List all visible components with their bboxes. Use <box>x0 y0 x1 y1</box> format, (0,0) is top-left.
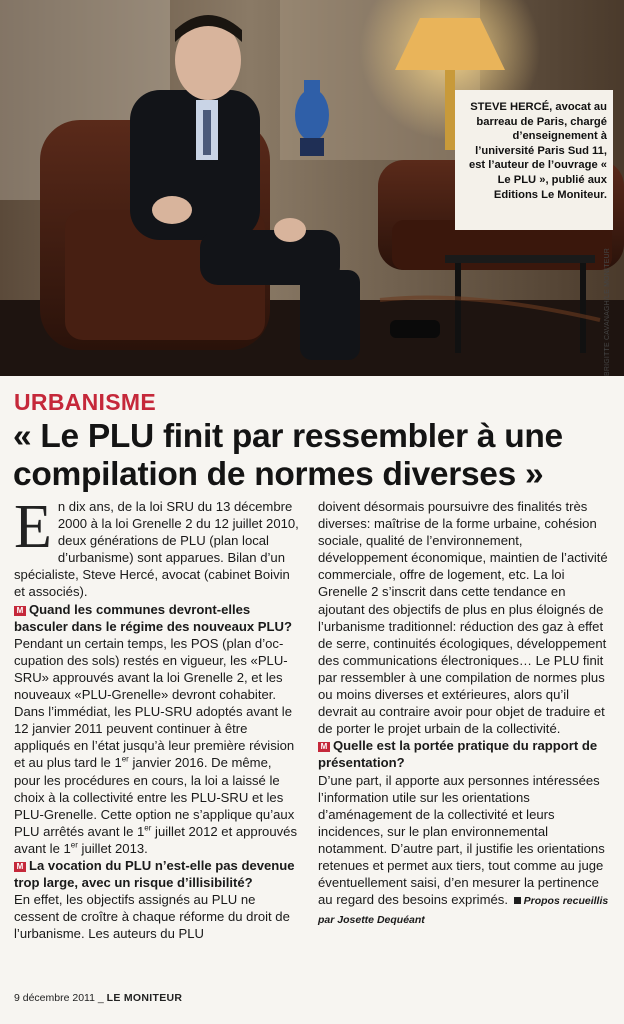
m-logo-icon: M <box>14 606 26 616</box>
photo-caption <box>461 100 607 202</box>
photo-credit: BRIGITTE CAVANAGH/LE MONITEUR <box>604 247 611 376</box>
question-1 <box>14 601 301 635</box>
answer-1-text-a: Pendant un certain temps, les POS (plan d’occupation des sols) restés en vigueur, les «PLU-SRU» approuvés avant la loi Grenelle 2, et les nouveaux «PLU-Grenelle» devront cohabiter. Dans l’immédiat, les PLU-SRU adoptés avant le 12 janvier 2011 peuvent continuer à être appliqués en l’état jusqu’à leur première révision et au plus tard le 1 <box>14 635 295 771</box>
intro-text: n dix ans, de la loi SRU du 13 décembre 2000 à la loi Grenelle 2 du 12 juillet 2010, deux générations de PLU (plan local d’urbanisme) sont apparues. Bilan d’un spécialiste, Steve Hercé, avocat (cabinet Boivin et associés). <box>14 499 299 600</box>
question-2-text: La vocation du PLU n’est-elle pas devenue trop large, avec un risque d’illisibilité? <box>14 857 295 891</box>
author-signature: Propos recueillis par Josette Dequéant <box>318 895 609 927</box>
intro-paragraph <box>14 493 301 601</box>
answer-3 <box>318 772 610 930</box>
answer-1-text-c: juillet 2012 et approuvés avant le 1 <box>14 823 297 856</box>
question-2 <box>14 857 301 891</box>
m-logo-icon: M <box>318 742 330 752</box>
answer-2-continued: doivent désormais poursuivre des finalités très diverses: maîtrise de la forme urbaine, cohésion sociale, qualité de l’environnement, développement économique, maintien de l’activité commerciale, offre de logement, etc. La loi Grenelle 2 s’inscrit dans cette tendance en ajoutant des objectifs de plus en plus éloignés de l’urbanisme traditionnel: réduction des gaz à effet de serre, continuités écologiques, développement des communications électroniques… Le PLU finit par ressembler à une compilation de normes plus ou moins diverses et extérieures, alors qu’il devrait au contraire avoir pour objet de traduire et de porter le projet urbain de la collectivité. <box>318 499 608 737</box>
photo <box>0 0 624 376</box>
footer-date: 9 décembre 2011 <box>14 992 95 1004</box>
page-footer <box>14 992 182 1004</box>
answer-1-text-b: janvier 2016. De même, pour les procédures en cours, la loi a laissé le choix à la collectivité entre les PLU-SRU et les PLU-Grenelle. Cette option ne s’applique qu’aux PLU arrêtés avant le 1 <box>14 755 295 839</box>
superscript: er <box>121 755 129 765</box>
text-column-right <box>318 498 610 929</box>
caption-text: avocat au barreau de Paris, chargé d’enseignement à l’université Paris Sud 11, est l’auteur de l’ouvrage « Le PLU », publié aux Editions Le Moniteur. <box>468 101 607 201</box>
text-column-left <box>14 493 301 942</box>
m-logo-icon: M <box>14 862 26 872</box>
question-3 <box>318 737 610 771</box>
caption-name: STEVE HERCÉ, <box>470 101 553 113</box>
footer-publication: LE MONITEUR <box>106 992 183 1004</box>
drop-cap: E <box>14 493 52 561</box>
square-icon <box>514 897 521 904</box>
answer-1-text-d: juillet 2013. <box>77 840 148 856</box>
superscript: er <box>70 840 78 850</box>
question-1-text: Quand les communes devront-elles basculer dans le régime des nouveaux PLU? <box>14 601 292 634</box>
answer-1 <box>14 635 301 857</box>
article-headline: « Le PLU finit par ressembler à une compilation de normes diverses » <box>13 418 563 493</box>
answer-2-start: En effet, les objectifs assignés au PLU ne cessent de croître à chaque réforme du droit de l’urbanisme. Les auteurs du PLU <box>14 892 290 942</box>
superscript: er <box>144 823 152 833</box>
answer-3-text: D’une part, il apporte aux personnes intéressées l’information utile sur les orientations d’aménagement de la collectivité et leurs incidences, sur le plan environnemental notamment. D’autre part, il justifie les orientations retenues et permet aux tiers, tout comme au juge éventuellement saisi, d’en mesurer la pertinence au regard des besoins exprimés. <box>318 772 605 908</box>
footer-separator: _ <box>94 992 107 1004</box>
question-3-text: Quelle est la portée pratique du rapport de présentation? <box>318 738 598 771</box>
section-kicker: URBANISME <box>14 389 156 415</box>
